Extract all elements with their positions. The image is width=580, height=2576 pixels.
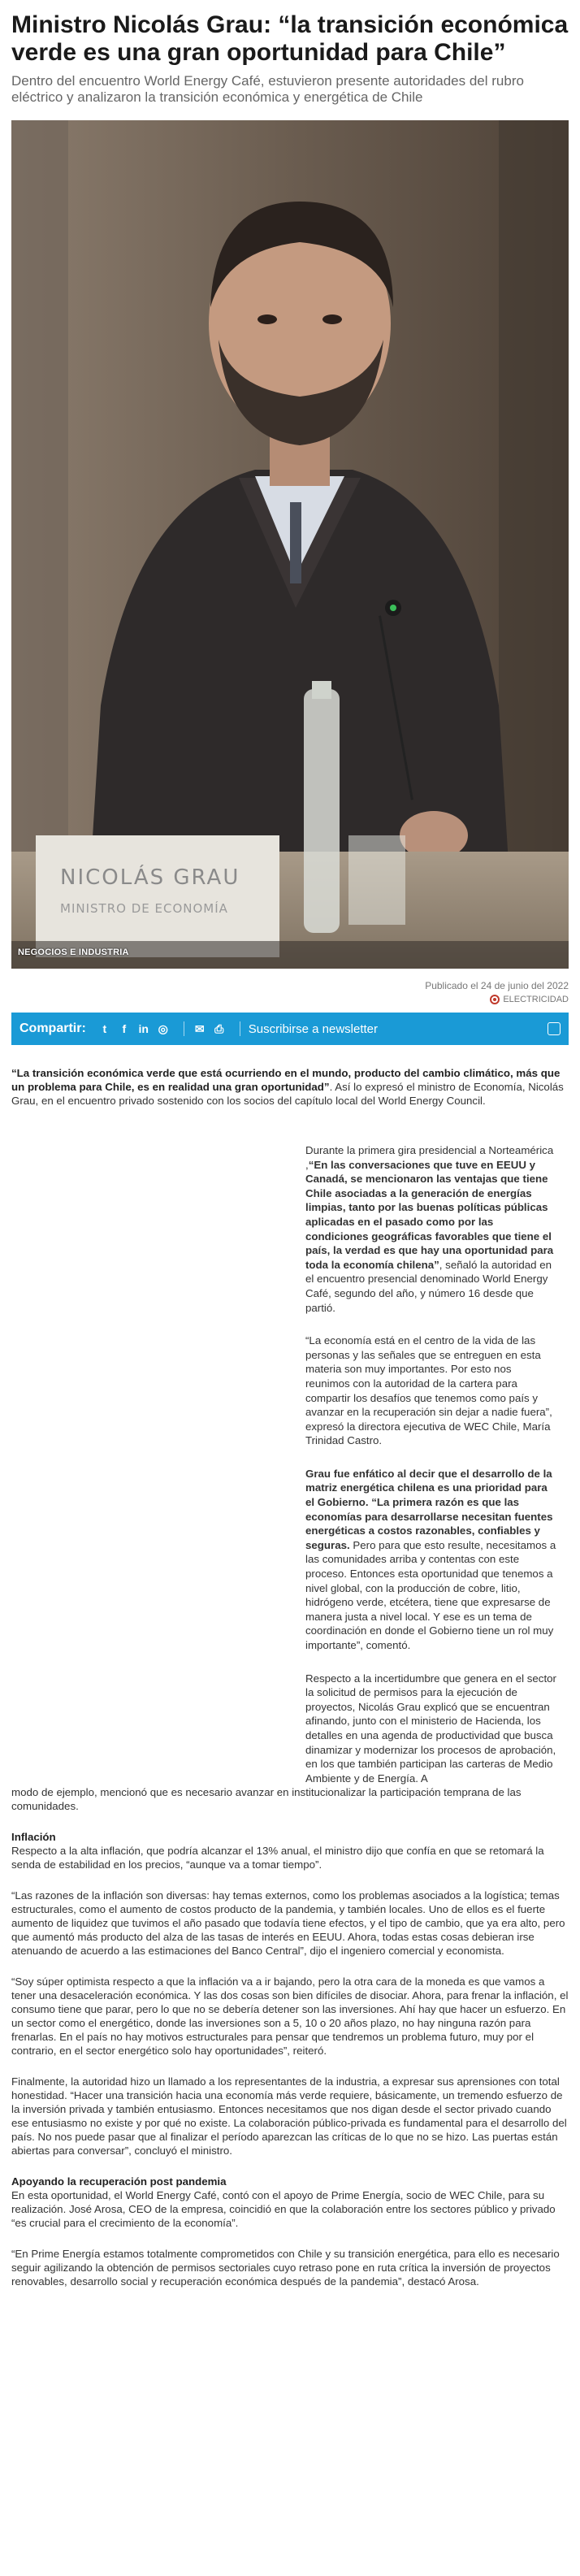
body-paragraph: “En Prime Energía estamos totalmente comprometidos con Chile y su transición energética, para ello es necesario seguir agilizando la obtención de permisos sectoriales cuyo retraso pone en ruta crítica la inversión de proyectos renovables, desarrollo social y recuperación económica después de la pandemia”, destacó Arosa.	[11, 2248, 560, 2288]
email-icon[interactable]: ✉	[194, 1021, 205, 1035]
hero-photo	[11, 120, 569, 969]
share-bar	[11, 1013, 569, 1045]
body-paragraph: Finalmente, la autoridad hizo un llamado a los representantes de la industria, a expresar sus aprensiones con total honestidad. “Hacer una transición hacia una economía más verde requiere, básicamente, un tremendo esfuerzo de la inversión privada y también entusiasmo. Entonces necesitamos que nos digan desde el sector privado cuando ese entusiasmo no existe y por qué no existe. La colaboración público-privada es fundamental para el desarrollo del país. No nos puede pasar que al finalizar el período aparezcan las críticas de lo que no se hizo. Las puertas están abiertas para conversar”, concluyó el ministro.	[11, 2075, 567, 2158]
section-heading-inflacion: Inflación	[11, 1831, 56, 1844]
article-body-right-column	[305, 1143, 557, 1785]
facebook-icon[interactable]: f	[122, 1022, 127, 1035]
category-link[interactable]	[11, 995, 569, 1004]
section-heading-apoyando: Apoyando la recuperación post pandemia	[11, 2175, 227, 2188]
paragraph-quote: Grau fue enfático al decir que el desarrollo de la matriz energética chilena es una prioridad para el Gobierno. “La primera razón es que las economías para desarrollarse necesitan fuentes energéticas a costos razonables, confiables y seguras.	[305, 1467, 553, 1551]
body-paragraph: modo de ejemplo, mencionó que es necesario avanzar en institucionalizar la participación temprana de las comunidades.	[11, 1786, 522, 1813]
body-paragraph: “Soy súper optimista respecto a que la inflación va a ir bajando, pero la otra cara de la moneda es que vamos a tener una desaceleración económica. Y las dos cosas son bien difíciles de disociar. Ahora, para frenar la inflación, el consumo tiene que parar, pero lo que no se debería detener son las inversiones. Ahí hay que hacer un esfuerzo. En un sector como el energético, donde las inversiones son a 5, 10 o 20 años plazo, no hay ninguna razón para frenarlas. En el país no hay motivos estructurales para pensar que tendremos un problema futuro, muy por el contrario, en el sector energético solo hay oportunidades”, reiteró.	[11, 1975, 569, 2058]
body-paragraph	[305, 1143, 557, 1315]
body-paragraph: En esta oportunidad, el World Energy Café, contó con el apoyo de Prime Energía, socio de WEC Chile, para su realización. José Arosa, CEO de la empresa, coincidió en que la colaboración entre los sectores público y privado “es crucial para el crecimiento de la economía”.	[11, 2189, 556, 2230]
portrait-illustration	[11, 120, 569, 969]
print-icon[interactable]: ⎙	[214, 1021, 224, 1035]
newsletter-link[interactable]: Suscribirse a newsletter	[248, 1021, 379, 1036]
body-paragraph: Respecto a la incertidumbre que genera en el sector la solicitud de permisos para la ejecución de proyectos, Nicolás Grau explicó que se encuentran afinando, junto con el ministerio de Hacienda, los detalles en una agenda de productividad que busca dinamizar y modernizar los procesos de aprobación, en los que también participan las carteras de Medio Ambiente y de Energía. A	[305, 1672, 556, 1785]
body-paragraph: “La economía está en el centro de la vida de las personas y las señales que se entreguen en esta materia son muy importantes. Por esto nos reunimos con la autoridad de la cartera para compartir los desafíos que tenemos como país y avanzar en la recuperación sin dejar a nadie fuera”, expresó la directora ejecutiva de WEC Chile, María Trinidad Castro.	[305, 1334, 552, 1447]
placard-role: MINISTRO DE ECONOMÍA	[60, 901, 228, 916]
twitter-icon[interactable]: t	[102, 1022, 107, 1035]
lead-paragraph	[11, 1066, 569, 1108]
lead-rest: . Así lo expresó el ministro de Economía, Nicolás Grau, en el encuentro privado sostenido con los socios del capítulo local del World Energy Council.	[11, 1081, 564, 1107]
electricity-icon	[490, 995, 500, 1004]
rss-icon[interactable]	[548, 1022, 561, 1035]
publish-date: Publicado el 24 de junio del 2022	[425, 980, 569, 991]
placard-name: NICOLÁS GRAU	[60, 865, 240, 890]
lead-quote: “La transición económica verde que está ocurriendo en el mundo, producto del cambio climático, más que un problema para Chile, es en realidad una gran oportunidad”	[11, 1067, 561, 1093]
paragraph-text: , señaló la autoridad en el encuentro presencial denominado World Energy Café, segundo del año, y número 16 desde que partió.	[305, 1258, 552, 1314]
share-label: Compartir:	[19, 1021, 86, 1035]
article-title: Ministro Nicolás Grau: “la transición económica verde es una gran oportunidad para Chile”	[11, 11, 569, 66]
image-category-tag[interactable]: NEGOCIOS E INDUSTRIA	[18, 948, 129, 957]
article-body-full-width	[11, 1785, 569, 2288]
category-label: ELECTRICIDAD	[503, 995, 569, 1004]
body-paragraph: Respecto a la alta inflación, que podría alcanzar el 13% anual, el ministro dijo que confía en que se retomará la senda de estabilidad en los precios, “aunque va a tomar tiempo”.	[11, 1845, 544, 1871]
article-subtitle: Dentro del encuentro World Energy Café, estuvieron presente autoridades del rubro eléctrico y analizaron la transición económica y energética de Chile	[11, 73, 524, 105]
paragraph-text: Durante la primera gira presidencial a Norteamérica ,	[305, 1144, 554, 1171]
body-paragraph	[305, 1467, 557, 1653]
body-paragraph: “Las razones de la inflación son diversas: hay temas externos, como los problemas asociados a la logística; temas estructurales, como el aumento de costos producto de la pandemia, y también locales. Uno de ellos es el fuerte aumento de liquidez que tuvimos el año pasado que todavía tiene efectos, y el tipo de cambio, que ya era alto, pero que aumentó más producto del alza de las tasas de interés en EEUU. Ahora, todas estas cosas debieran irse atenuando de acuerdo a las estimaciones del Banco Central”, dijo el ingeniero comercial y economista.	[11, 1889, 565, 1958]
paragraph-quote: “En las conversaciones que tuve en EEUU y Canadá, se mencionaron las ventajas que tiene Chile asociadas a la generación de energías limpias, tanto por las buenas políticas públicas aplicadas en el pasado como por las condiciones geográficas favorables que tiene el país, la verdad es que hay una oportunidad para toda la economía chilena”	[305, 1158, 554, 1271]
paragraph-text: Pero para que esto resulte, necesitamos a las comunidades arriba y contentas con este proceso. Entonces esta oportunidad que tenemos a nivel global, con la producción de cobre, litio, hidrógeno verde, etcétera, tiene que expresarse de manera justa a nivel local. Y ese es un tema de coordinación en donde el Gobierno tiene un rol muy importante”, comentó.	[305, 1538, 556, 1651]
linkedin-icon[interactable]: in	[138, 1022, 149, 1035]
whatsapp-icon[interactable]: ◎	[158, 1021, 168, 1035]
